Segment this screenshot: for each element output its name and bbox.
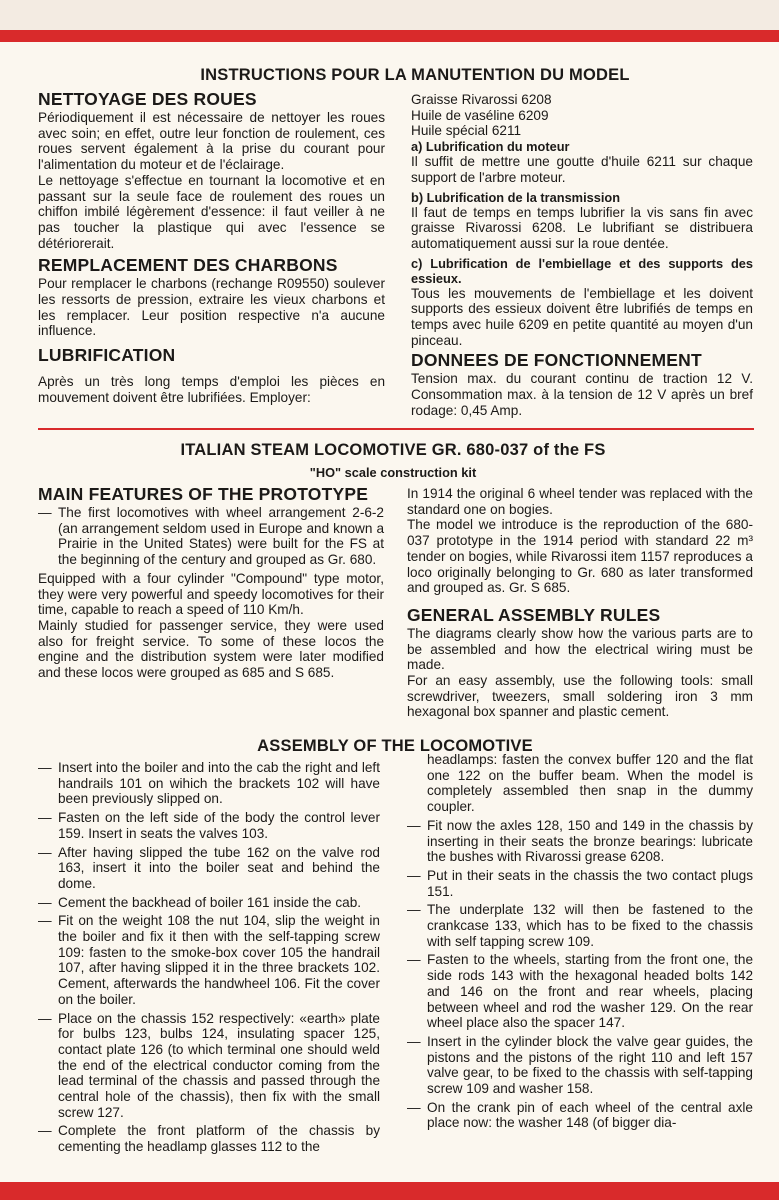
assembly-step: — On the crank pin of each wheel of the central axle place now: the washer 148 (of bigger dia-	[407, 1100, 753, 1131]
assembly-step: — Complete the front platform of the chassis by cementing the headlamp glasses 112 to the	[38, 1123, 380, 1154]
para-transmission: Il faut de temps en temps lubrifier la vis sans fin avec graisse Rivarossi 6208. Le lubrifiant se distribuera automatiquement aussi sur la roue dentée.	[411, 204, 753, 251]
features-list-item: — The first locomotives with wheel arrangement 2-6-2 (an arrangement seldom used in Europe and known a Prairie in the United States) were built for the FS at the beginning of the century and grouped as Gr. 680.	[38, 505, 384, 568]
assembly-step: — Put in their seats in the chassis the two contact plugs 151.	[407, 868, 753, 899]
assembly-right-column	[407, 752, 753, 1134]
heading-charbons: REMPLACEMENT DES CHARBONS	[38, 255, 338, 276]
assembly-left-list	[38, 760, 380, 1155]
para-rules-1: The diagrams clearly show how the various parts are to be assembled and how the electrical wiring must be made.	[407, 625, 753, 673]
assembly-step: — Place on the chassis 152 respectively: «earth» plate for bulbs 123, bulbs 124, insulating spacer 125, contact plate 126 (to which terminal one should weld the end of the electrical conductor coming from the lead terminal of the chassis and passed through the central hole of the chassis), then fix with the small screw 127.	[38, 1011, 380, 1121]
french-left-column	[38, 89, 385, 406]
assembly-step: — After having slipped the tube 162 on the valve rod 163, insert it into the boiler seat and behind the dome.	[38, 845, 380, 892]
para-tender: In 1914 the original 6 wheel tender was replaced with the standard one on bogies.	[407, 486, 753, 517]
para-rules-2: For an easy assembly, use the following tools: small screwdriver, tweezers, small soldering iron 3 mm hexagonal box spanner and plastic cement.	[407, 673, 753, 720]
assembly-step: — Cement the backhead of boiler 161 inside the cab.	[38, 895, 380, 911]
assembly-step: — Fit on the weight 108 the nut 104, slip the weight in the boiler and fix it then with the self-tapping screw 109: fasten to the smoke-box cover 105 the handrail 107, after having slipped it in the three brackets 102. Cement, afterwards the handwheel 106. Fit the cover on the boiler.	[38, 913, 380, 1007]
assembly-step: — Fasten on the left side of the body the control lever 159. Insert in seats the valves 103.	[38, 810, 380, 841]
subheading-moteur: a) Lubrification du moteur	[411, 139, 570, 155]
para-moteur: Il suffit de mettre une goutte d'huile 6211 sur chaque support de l'arbre moteur.	[411, 154, 753, 185]
english-left-column	[38, 484, 384, 681]
lube-list-item: Huile de vaséline 6209	[411, 107, 549, 123]
assembly-left-column	[38, 760, 380, 1158]
para-nettoyage-1: Périodiquement il est nécessaire de nettoyer les roues avec soin; en effet, outre leur fonction de roulement, ces roues servent également à la prise du courant pour l'alimentation du moteur et de l'éclairage.	[38, 110, 385, 173]
heading-lubrification: LUBRIFICATION	[38, 345, 176, 366]
para-features-1: Equipped with a four cylinder "Compound" type motor, they were very powerful and speedy locomotives for their time, capable to reach a speed of 110 Km/h.	[38, 570, 384, 618]
para-nettoyage-2: Le nettoyage s'effectue en tournant la locomotive et en passant sur la seule face de roulement des roues un chiffon imbilé légèrement d'essence: il faut veiller à ne pas toucher la plastique qui avec l'essence se détériorerait.	[38, 172, 385, 251]
assembly-step: — Fit now the axles 128, 150 and 149 in the chassis by inserting in their seats the bronze bearings: lubricate the bushes with Rivarossi grease 6208.	[407, 818, 753, 865]
kit-subtitle: "HO" scale construction kit	[309, 465, 477, 480]
heading-assembly-rules: GENERAL ASSEMBLY RULES	[407, 604, 661, 625]
section-divider	[38, 428, 754, 430]
subheading-embiellage: c) Lubrification de l'embiellage et des supports des essieux.	[411, 255, 753, 286]
assembly-step-continued: headlamps: fasten the convex buffer 120 and the flat one 122 on the buffer beam. When the model is completely assembled then snap in the dummy coupler.	[427, 752, 753, 815]
top-red-band	[0, 0, 779, 40]
assembly-step: — Insert into the boiler and into the cab the right and left handrails 101 on wihich the brackets 102 will have been previously slipped on.	[38, 760, 380, 807]
french-right-column	[411, 92, 753, 419]
lube-list-item: Graisse Rivarossi 6208	[411, 92, 552, 107]
para-model: The model we introduce is the reproduction of the 680-037 prototype in the 1914 period with standard 22 m³ tender on bogies, while Rivarossi item 1157 reproduces a loco originally belonging to Gr. 680 as later transformed and grouped as. Gr. S 685.	[407, 517, 753, 596]
heading-nettoyage: NETTOYAGE DES ROUES	[38, 89, 257, 109]
para-donnees: Tension max. du courant continu de traction 12 V. Consommation max. à la tension de 12 V après un bref rodage: 0,45 Amp.	[411, 371, 753, 418]
para-features-2: Mainly studied for passenger service, they were used also for freight service. To some of these locos the engine and the distribution system were later modified and these locos were grouped as 685 and S 685.	[38, 617, 384, 681]
bottom-red-band	[0, 1182, 779, 1200]
lube-list-item: Huile spécial 6211	[411, 123, 522, 139]
heading-main-features: MAIN FEATURES OF THE PROTOTYPE	[38, 484, 369, 504]
para-embiellage: Tous les mouvements de l'embiellage et les doivent supports des essieux doivent être lubrifiés de temps en temps avec huile 6209 en petite quantité au moyen d'un pinceau.	[411, 285, 753, 348]
assembly-step: — The underplate 132 will then be fastened to the crankcase 133, which has to be fixed to the chassis with self tapping screw 109.	[407, 902, 753, 949]
locomotive-title: ITALIAN STEAM LOCOMOTIVE GR. 680-037 of the FS	[180, 441, 606, 459]
assembly-right-list	[407, 818, 753, 1131]
features-list	[38, 505, 384, 568]
subheading-transmission: b) Lubrification de la transmission	[411, 189, 621, 205]
heading-donnees: DONNEES DE FONCTIONNEMENT	[411, 350, 702, 371]
assembly-title: ASSEMBLY OF THE LOCOMOTIVE	[257, 737, 533, 755]
para-charbons: Pour remplacer le charbons (rechange R09550) soulever les ressorts de pression, extraire les vieux charbons et les remplacer. Leur position respective n'a aucune influence.	[38, 276, 385, 339]
para-lubrification: Après un très long temps d'emploi les pièces en mouvement doivent être lubrifiées. Employer:	[38, 374, 385, 405]
assembly-step: — Fasten to the wheels, starting from the front one, the side rods 143 with the hexagonal headed bolts 142 and 146 on the front and rear wheels, placing between wheel and rod the washer 129. On the rear wheel place also the spacer 147.	[407, 952, 753, 1031]
assembly-step: — Insert in the cylinder block the valve gear guides, the pistons and the pistons of the right 110 and left 157 valve gear, to be fixed to the chassis with self-tapping screw 109 and washer 158.	[407, 1034, 753, 1097]
page-title-french: INSTRUCTIONS POUR LA MANUTENTION DU MODEL	[200, 66, 630, 84]
english-right-column	[407, 486, 753, 720]
